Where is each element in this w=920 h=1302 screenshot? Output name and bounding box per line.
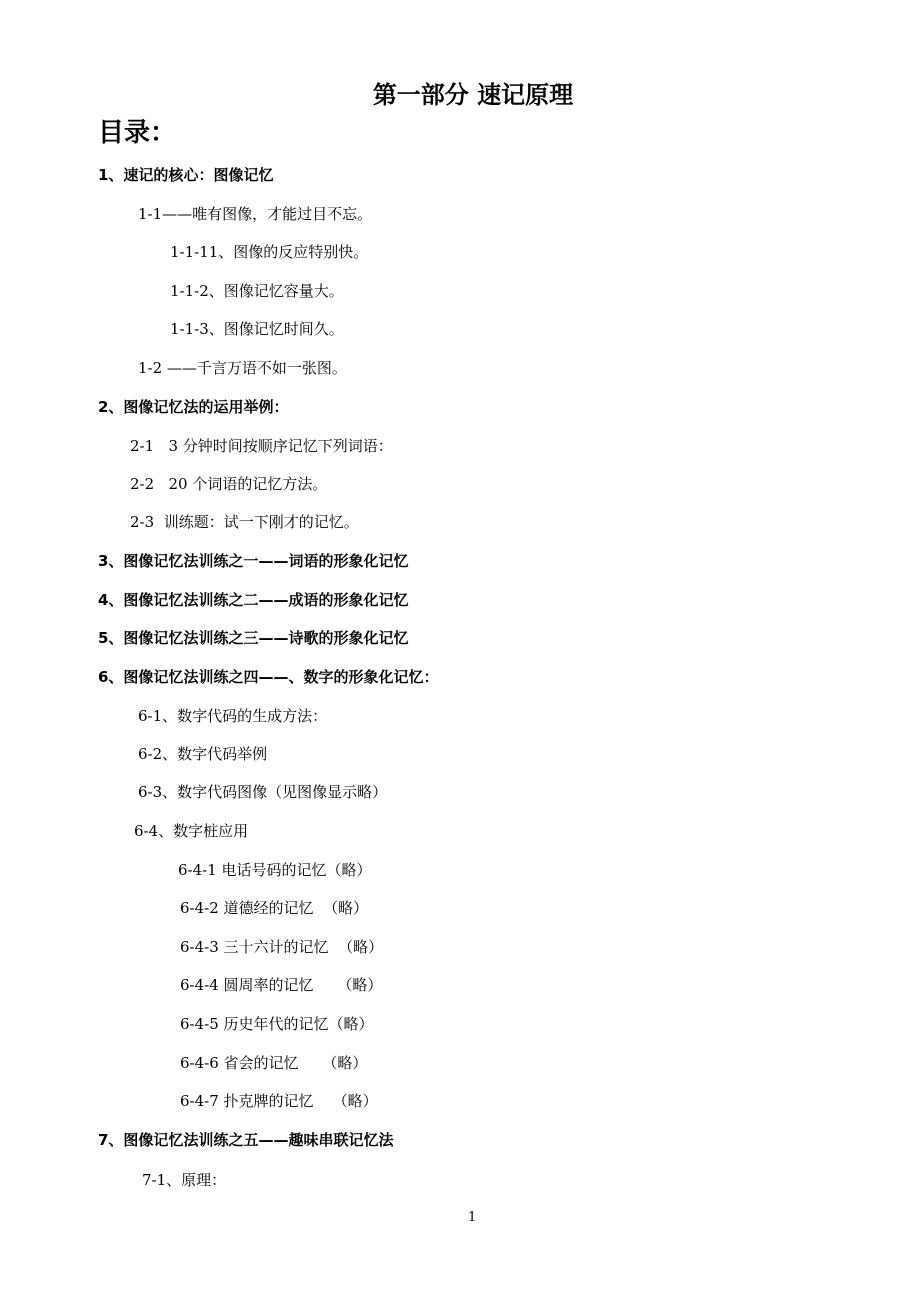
toc-item: 6-4-3 三十六计的记忆 （略） (180, 938, 384, 956)
toc-item: 6-4-5 历史年代的记忆（略） (180, 1015, 374, 1033)
toc-heading: 目录： (98, 118, 177, 148)
toc-item: 6-4、数字桩应用 (134, 822, 249, 840)
toc-item: 1-1-3、图像记忆时间久。 (170, 320, 344, 338)
toc-item: 2-2 20 个词语的记忆方法。 (130, 475, 328, 493)
toc-item: 6-4-2 道德经的记忆 （略） (180, 899, 369, 917)
toc-item: 2、图像记忆法的运用举例： (98, 398, 289, 416)
page-title: 第一部分 速记原理 (372, 81, 574, 109)
toc-item: 1-1——唯有图像，才能过目不忘。 (138, 205, 373, 223)
toc-item: 1、速记的核心：图像记忆 (98, 166, 274, 184)
page-number: 1 (468, 1210, 477, 1225)
toc-item: 1-2 ——千言万语不如一张图。 (138, 359, 347, 377)
toc-item: 4、图像记忆法训练之二——成语的形象化记忆 (98, 591, 409, 609)
toc-item: 6-1、数字代码的生成方法： (138, 707, 328, 725)
toc-item: 6、图像记忆法训练之四——、数字的形象化记忆： (98, 668, 439, 686)
toc-item: 6-4-7 扑克牌的记忆 （略） (180, 1092, 378, 1110)
toc-item: 1-1-11、图像的反应特别快。 (170, 243, 369, 261)
toc-item: 5、图像记忆法训练之三——诗歌的形象化记忆 (98, 629, 409, 647)
toc-item: 6-2、数字代码举例 (138, 745, 268, 763)
toc-item: 7、图像记忆法训练之五——趣味串联记忆法 (98, 1131, 394, 1149)
toc-item: 7-1、原理： (142, 1171, 227, 1189)
toc-item: 2-3 训练题：试一下刚才的记忆。 (130, 513, 359, 531)
toc-item: 1-1-2、图像记忆容量大。 (170, 282, 344, 300)
toc-item: 6-3、数字代码图像（见图像显示略） (138, 783, 388, 801)
toc-item: 6-4-4 圆周率的记忆 （略） (180, 976, 383, 994)
toc-item: 3、图像记忆法训练之一——词语的形象化记忆 (98, 552, 409, 570)
toc-item: 6-4-6 省会的记忆 （略） (180, 1054, 368, 1072)
toc-item: 2-1 3 分钟时间按顺序记忆下列词语： (130, 437, 393, 455)
toc-item: 6-4-1 电话号码的记忆（略） (178, 861, 372, 879)
